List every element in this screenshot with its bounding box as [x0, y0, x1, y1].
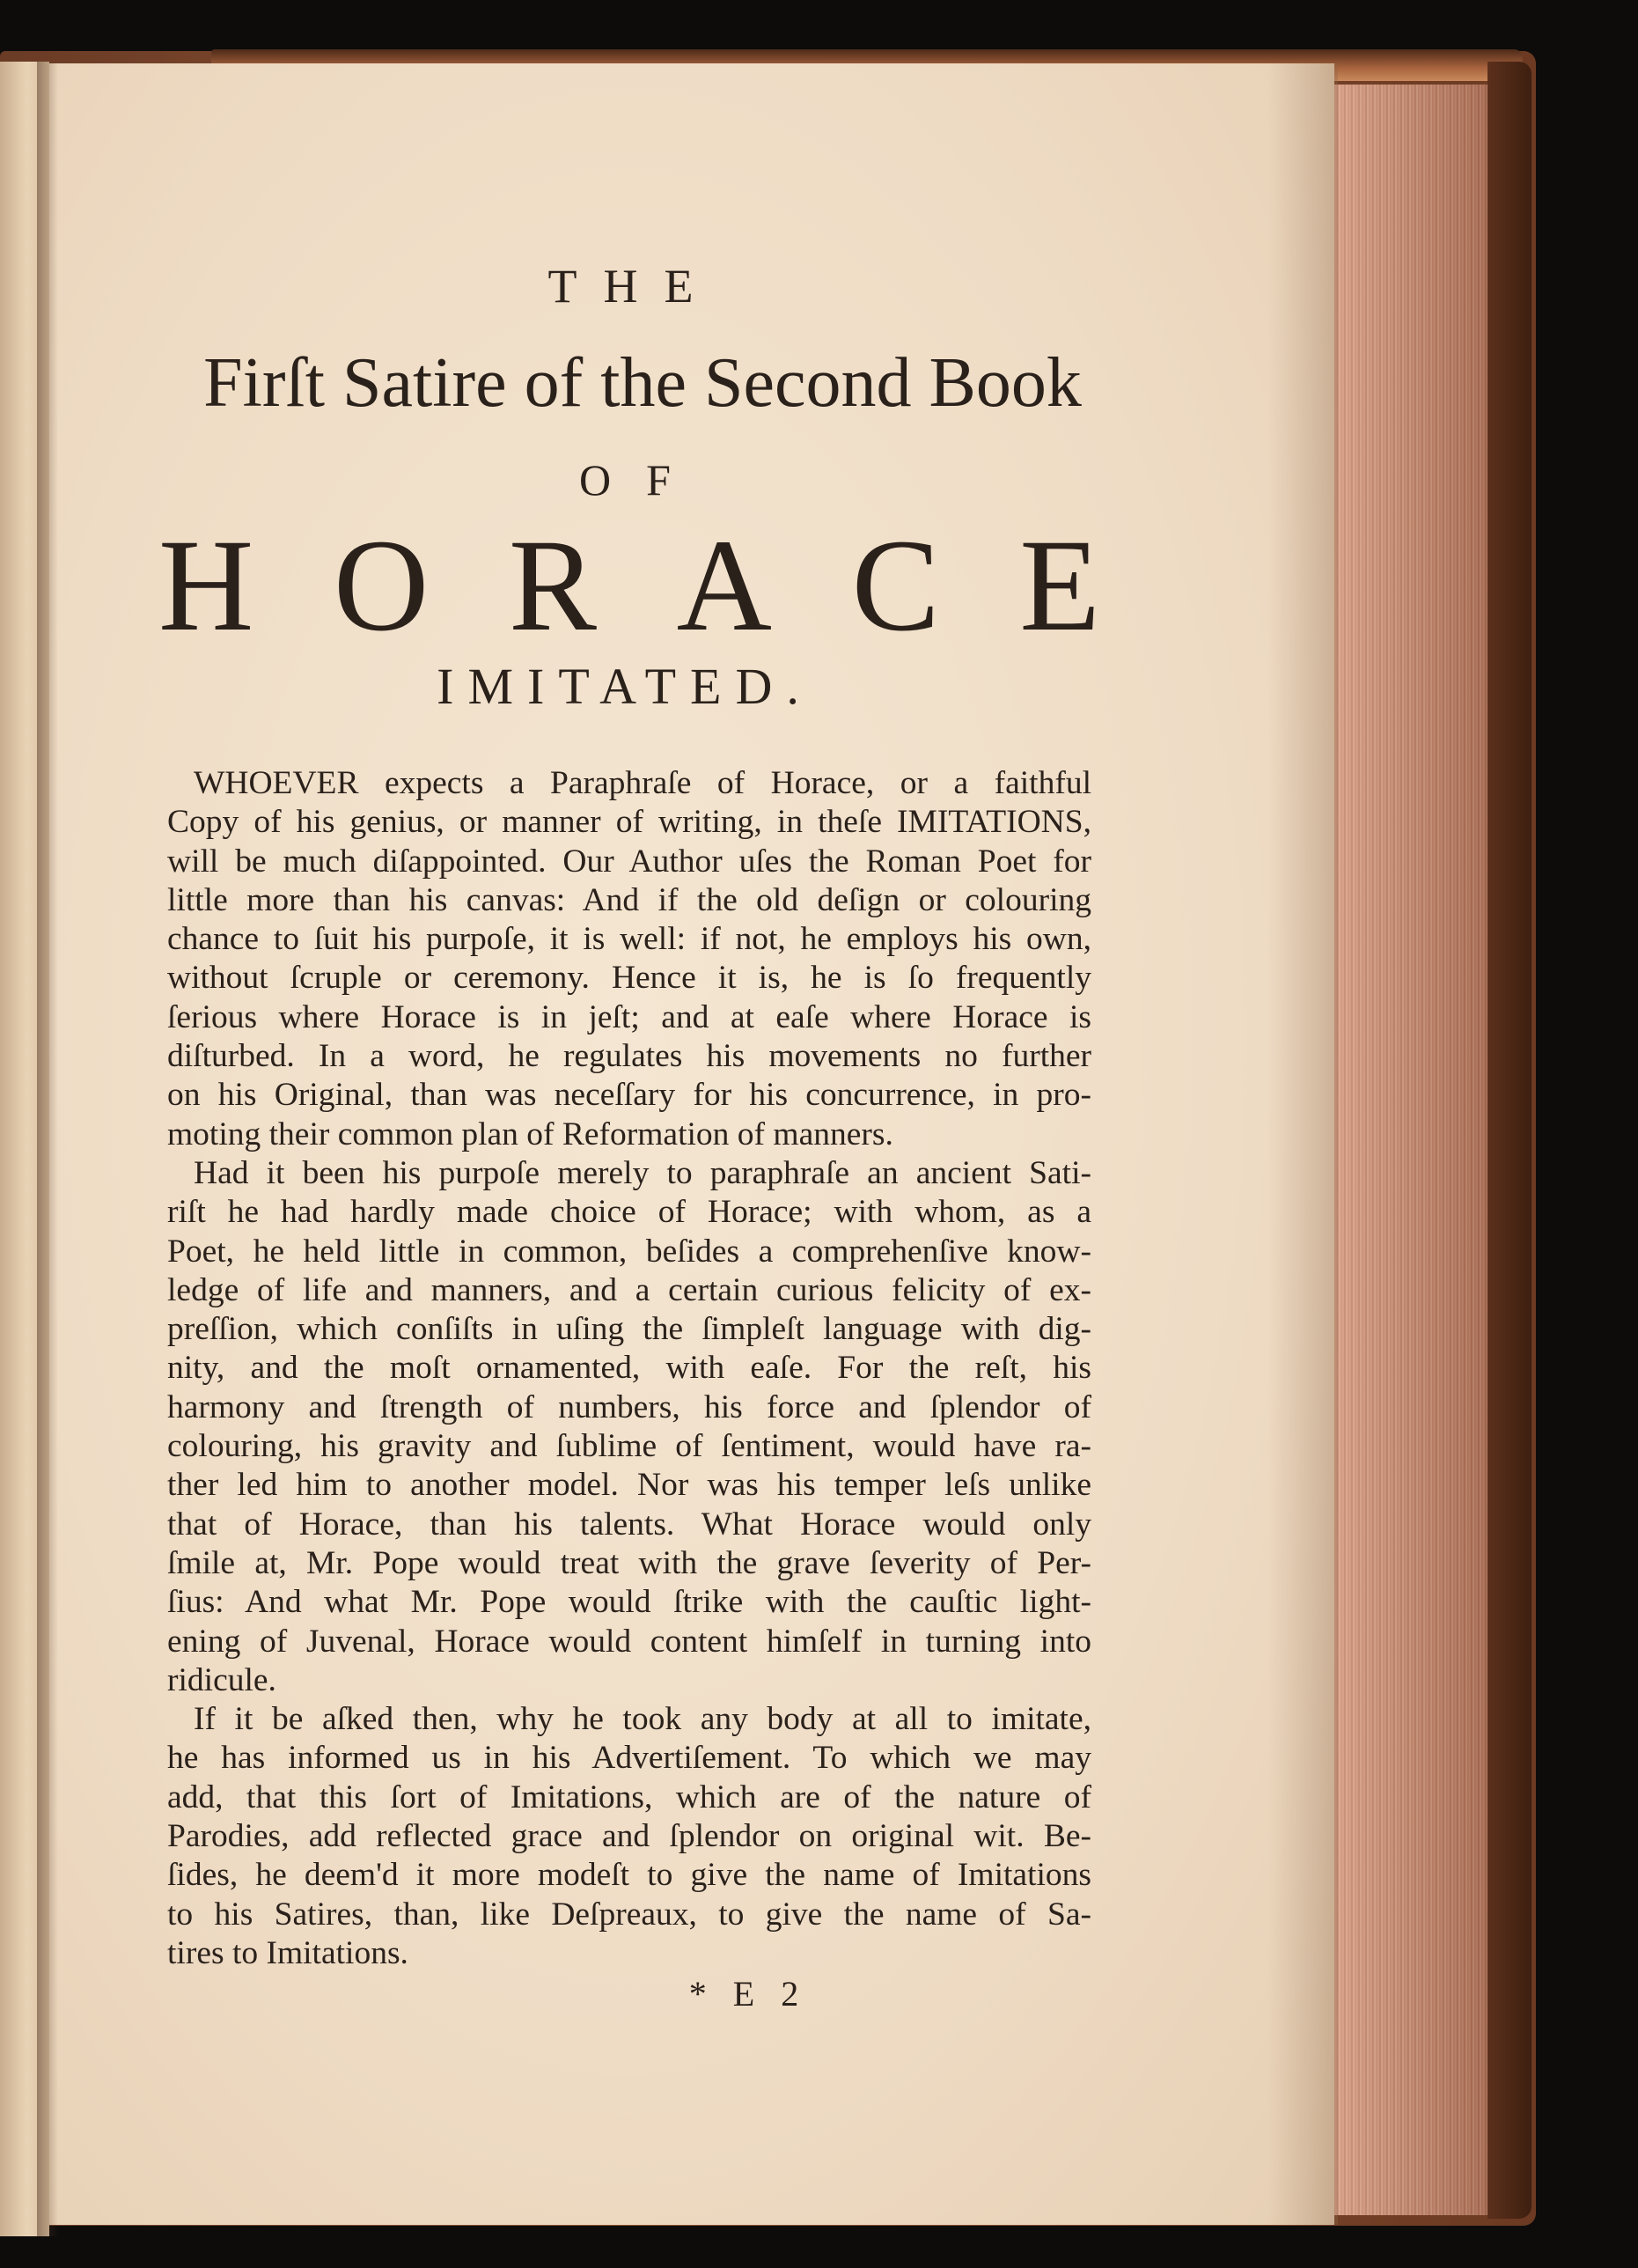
- body-line: WHOEVER expects a Paraphraſe of Horace, or a faithful: [194, 765, 1091, 801]
- body-line: on his Original, than was neceſſary for his concurrence, in pro-: [167, 1077, 1091, 1114]
- signature-mark: * E 2: [688, 1974, 808, 2014]
- body-line: ſides, he deem'd it more modeſt to give the name of Imitations: [167, 1857, 1091, 1894]
- body-line: without ſcruple or ceremony. Hence it is, he is ſo frequently: [167, 960, 1091, 997]
- horace-letter: E: [1019, 512, 1100, 659]
- body-line: ſerious where Horace is in jeſt; and at eaſe where Horace is: [167, 998, 1091, 1035]
- body-line: riſt he had hardly made choice of Horace; with whom, as a: [167, 1194, 1091, 1231]
- body-line: diſturbed. In a word, he regulates his movements no further: [167, 1038, 1091, 1075]
- page-curl-shadow: [1267, 63, 1338, 2225]
- page-title: Firſt Satire of the Second Book: [203, 344, 1082, 422]
- body-line: little more than his canvas: And if the old deſign or colouring: [167, 881, 1091, 918]
- body-line: ſmile at, Mr. Pope would treat with the grave ſeverity of Per-: [167, 1544, 1091, 1581]
- body-line: ſius: And what Mr. Pope would ſtrike with the cauſtic light-: [167, 1584, 1091, 1621]
- body-line: If it be aſked then, why he took any body at all to imitate,: [194, 1701, 1091, 1738]
- heading-the: THE: [547, 260, 720, 313]
- heading-imitated: IMITATED.: [437, 658, 813, 715]
- body-line: nity, and the moſt ornamented, with eaſe. For the reſt, his: [167, 1350, 1091, 1387]
- body-line: harmony and ſtrength of numbers, his force and ſplendor of: [167, 1388, 1091, 1425]
- body-line: he has informed us in his Advertiſement. To which we may: [167, 1740, 1091, 1777]
- body-line: to his Satires, than, like Deſpreaux, to give the name of Sa-: [167, 1896, 1091, 1933]
- body-line: Copy of his genius, or manner of writing, in theſe IMITATIONS,: [167, 804, 1091, 841]
- back-board-edge: [1487, 62, 1531, 2219]
- body-line: tires to Imitations.: [167, 1934, 408, 1971]
- body-line: ridicule.: [167, 1661, 276, 1698]
- body-line: colouring, his gravity and ſublime of ſentiment, would have ra-: [167, 1428, 1091, 1465]
- body-line: ther led him to another model. Nor was his temper leſs unlike: [167, 1467, 1091, 1504]
- horace-letter: O: [333, 512, 430, 659]
- body-line: Parodies, add reflected grace and ſplendor on original wit. Be-: [167, 1818, 1091, 1855]
- horace-letter: R: [508, 512, 597, 659]
- heading-of: OF: [579, 455, 706, 504]
- horace-letter: C: [851, 512, 940, 659]
- body-line: preſſion, which conſiſts in uſing the ſimpleſt language with dig-: [167, 1311, 1091, 1348]
- body-line: Poet, he held little in common, beſides a comprehenſive know-: [167, 1233, 1091, 1270]
- body-text: [167, 764, 1091, 1973]
- body-line: ening of Juvenal, Horace would content himſelf in turning into: [167, 1623, 1091, 1660]
- fore-edge-shading: [1320, 85, 1487, 2215]
- body-line: will be much diſappointed. Our Author uſes the Roman Poet for: [167, 843, 1091, 880]
- body-line: chance to ſuit his purpoſe, it is well: if not, he employs his own,: [167, 921, 1091, 958]
- heading-horace: [158, 512, 1100, 659]
- body-line: Had it been his purpoſe merely to paraphraſe an ancient Sati-: [194, 1154, 1091, 1191]
- gutter-shadow: [37, 62, 58, 2236]
- body-line: moting their common plan of Reformation of manners.: [167, 1116, 893, 1152]
- horace-letter: H: [158, 512, 254, 659]
- body-line: ledge of life and manners, and a certain curious felicity of ex-: [167, 1271, 1091, 1308]
- body-line: add, that this ſort of Imitations, which are of the nature of: [167, 1778, 1091, 1815]
- horace-letter: A: [676, 512, 772, 659]
- body-line: that of Horace, than his talents. What Horace would only: [167, 1506, 1091, 1543]
